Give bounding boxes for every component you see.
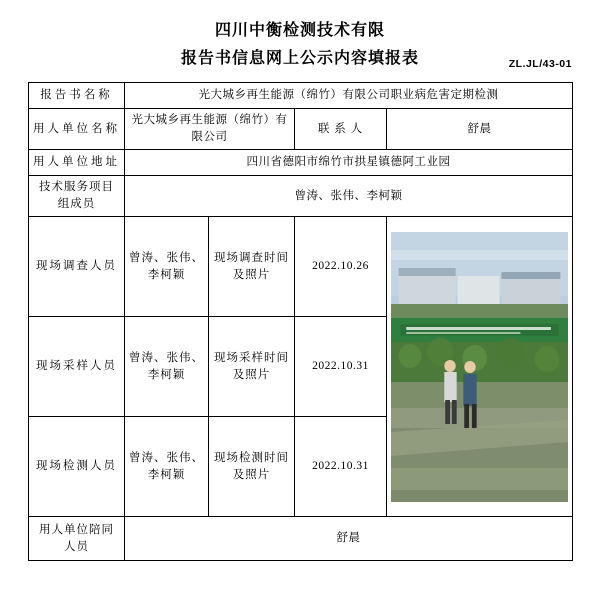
contact-person-value: 舒晨 — [387, 109, 573, 150]
survey-date: 2022.10.26 — [295, 217, 387, 317]
employer-address-value: 四川省德阳市绵竹市拱星镇德阿工业园 — [125, 150, 573, 176]
table-row — [29, 109, 573, 150]
employer-escort-value: 舒晨 — [125, 517, 573, 561]
table-row — [29, 217, 573, 317]
testing-time-photo-label: 现场检测时间及照片 — [209, 417, 295, 517]
employer-name-value: 光大城乡再生能源（绵竹）有限公司 — [125, 109, 295, 150]
survey-staff-members: 曾涛、张伟、李柯颖 — [125, 217, 209, 317]
page-title: 四川中衡检测技术有限 — [214, 22, 385, 39]
report-form-table — [28, 82, 573, 561]
table-row — [29, 150, 573, 176]
report-name-label: 报告书名称 — [29, 83, 125, 109]
contact-person-label: 联 系 人 — [295, 109, 387, 150]
page-subtitle: 报告书信息网上公示内容填报表 — [180, 50, 419, 67]
sampling-time-photo-label: 现场采样时间及照片 — [209, 317, 295, 417]
survey-staff-label: 现场调查人员 — [29, 217, 125, 317]
subtitle-row — [28, 46, 572, 72]
employer-address-label: 用人单位地址 — [29, 150, 125, 176]
survey-time-photo-label: 现场调查时间及照片 — [209, 217, 295, 317]
testing-date: 2022.10.31 — [295, 417, 387, 517]
sampling-staff-label: 现场采样人员 — [29, 317, 125, 417]
table-row — [29, 83, 573, 109]
employer-escort-label: 用人单位陪同人员 — [29, 517, 125, 561]
employer-name-label: 用人单位名称 — [29, 109, 125, 150]
project-team-value: 曾涛、张伟、李柯颖 — [125, 176, 573, 217]
project-team-label: 技术服务项目组成员 — [29, 176, 125, 217]
site-survey-photo — [391, 232, 568, 502]
table-row — [29, 176, 573, 217]
title-block — [28, 18, 572, 72]
sampling-date: 2022.10.31 — [295, 317, 387, 417]
testing-staff-members: 曾涛、张伟、李柯颖 — [125, 417, 209, 517]
report-name-value: 光大城乡再生能源（绵竹）有限公司职业病危害定期检测 — [125, 83, 573, 109]
testing-staff-label: 现场检测人员 — [29, 417, 125, 517]
sampling-staff-members: 曾涛、张伟、李柯颖 — [125, 317, 209, 417]
site-photo-cell — [387, 217, 573, 517]
table-row — [29, 517, 573, 561]
document-code: ZL.JL/43-01 — [508, 58, 572, 70]
